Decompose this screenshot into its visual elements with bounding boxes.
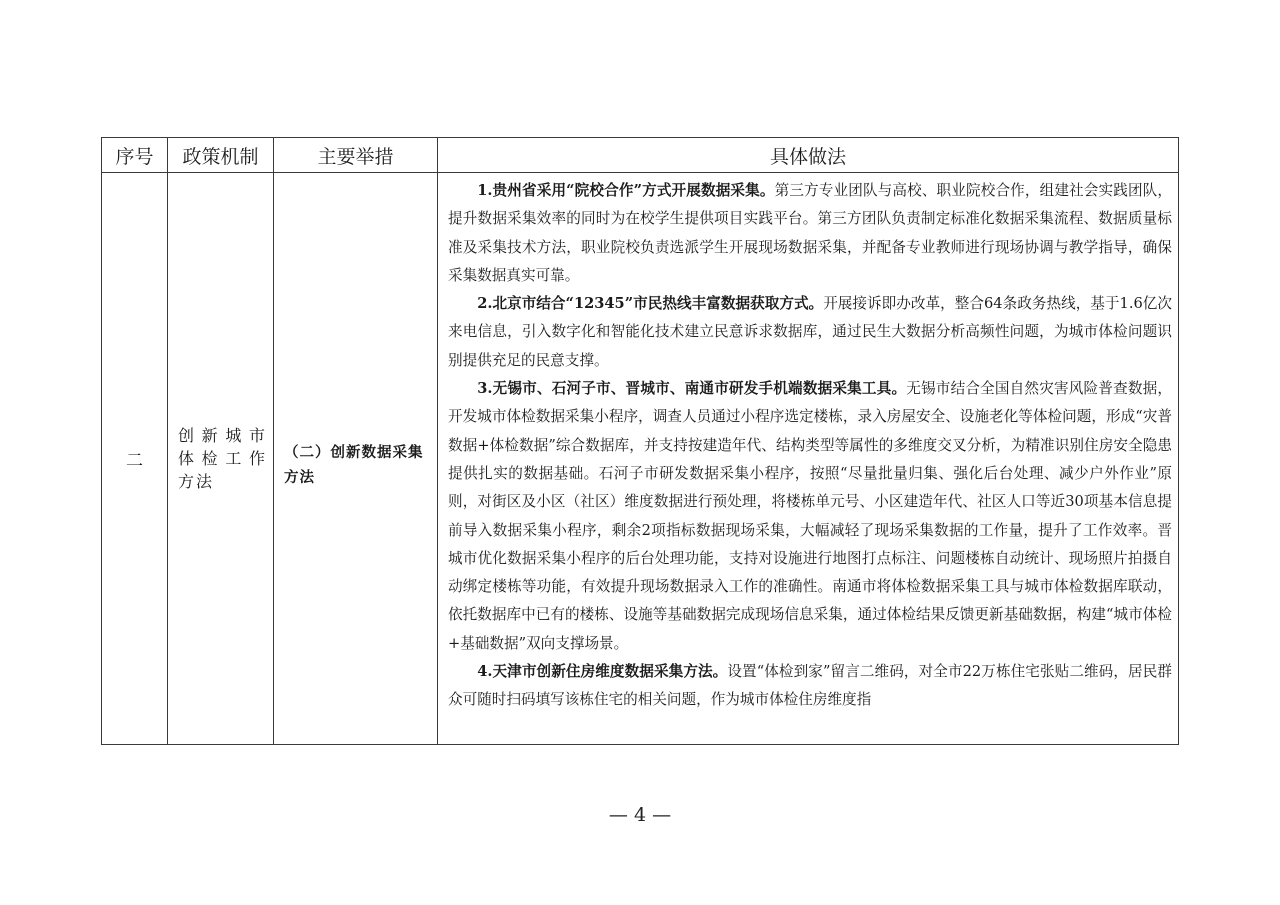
detail-title: 4.天津市创新住房维度数据采集方法。 (477, 663, 728, 681)
header-seq: 序号 (102, 138, 168, 173)
header-detail: 具体做法 (438, 138, 1179, 173)
page-number: — 4 — (608, 804, 672, 826)
policy-line: 体检工作 (178, 449, 267, 468)
detail-title: 3.无锡市、石河子市、晋城市、南通市研发手机端数据采集工具。 (477, 380, 907, 398)
detail-body: 无锡市结合全国自然灾害风险普查数据，开发城市体检数据采集小程序，调查人员通过小程序选定楼栋，录入房屋安全、设施老化等体检问题，形成“灾普数据+体检数据”综合数据库，并支持按建造年代、结构类型等属性的多维度交叉分析，为精准识别住房安全隐患提供扎实的数据基础。石河子市研发数据采集小程序，按照“尽量批量归集、强化后台处理、减少户外作业”原则，对街区及小区（社区）维度数据进行预处理，将楼栋单元号、小区建造年代、社区人口等近30项基本信息提前导入数据采集小程序，剩余2项指标数据现场采集，大幅减轻了现场采集数据的工作量，提升了工作效率。晋城市优化数据采集小程序的后台处理功能，支持对设施进行地图打点标注、问题楼栋自动统计、现场照片拍摄自动绑定楼栋等功能，有效提升现场数据录入工作的准确性。南通市将体检数据采集工具与城市体检数据库联动，依托数据库中已有的楼栋、设施等基础数据完成现场信息采集，通过体检结果反馈更新基础数据，构建“城市体检+基础数据”双向支撑场景。 (448, 380, 1172, 652)
header-policy: 政策机制 (168, 138, 274, 173)
row-detail (438, 173, 1179, 745)
policy-line: 创新城市 (178, 426, 267, 445)
detail-body: 设置“体检到家”留言二维码，对全市22万栋住宅张贴二维码，居民群众可随时扫码填写该栋住宅的相关问题，作为城市体检住房维度指 (448, 663, 1172, 709)
detail-paragraph-3 (448, 375, 1172, 658)
detail-title: 1.贵州省采用“院校合作”方式开展数据采集。 (477, 182, 775, 199)
detail-paragraph-1 (448, 177, 1172, 290)
header-measure: 主要举措 (274, 138, 438, 173)
row-measure: （二）创新数据采集方法 (274, 173, 438, 745)
detail-paragraph-4 (448, 658, 1172, 715)
detail-title: 2.北京市结合“12345”市民热线丰富数据获取方式。 (477, 295, 824, 313)
detail-paragraph-2 (448, 290, 1172, 375)
policy-line: 方法 (178, 472, 215, 491)
table-header-row (102, 138, 1179, 173)
detail-body: 开展接诉即办改革，整合64条政务热线，基于1.6亿次来电信息，引入数字化和智能化技术建立民意诉求数据库，通过民生大数据分析高频性问题，为城市体检问题识别提供充足的民意支撑。 (448, 295, 1172, 369)
policy-table (101, 137, 1179, 745)
detail-body: 第三方专业团队与高校、职业院校合作，组建社会实践团队，提升数据采集效率的同时为在校学生提供项目实践平台。第三方团队负责制定标准化数据采集流程、数据质量标准及采集技术方法，职业院校负责选派学生开展现场数据采集，并配备专业教师进行现场协调与教学指导，确保采集数据真实可靠。 (448, 182, 1172, 284)
table-row (102, 173, 1179, 745)
row-seq: 二 (102, 173, 168, 745)
row-policy (168, 173, 274, 745)
